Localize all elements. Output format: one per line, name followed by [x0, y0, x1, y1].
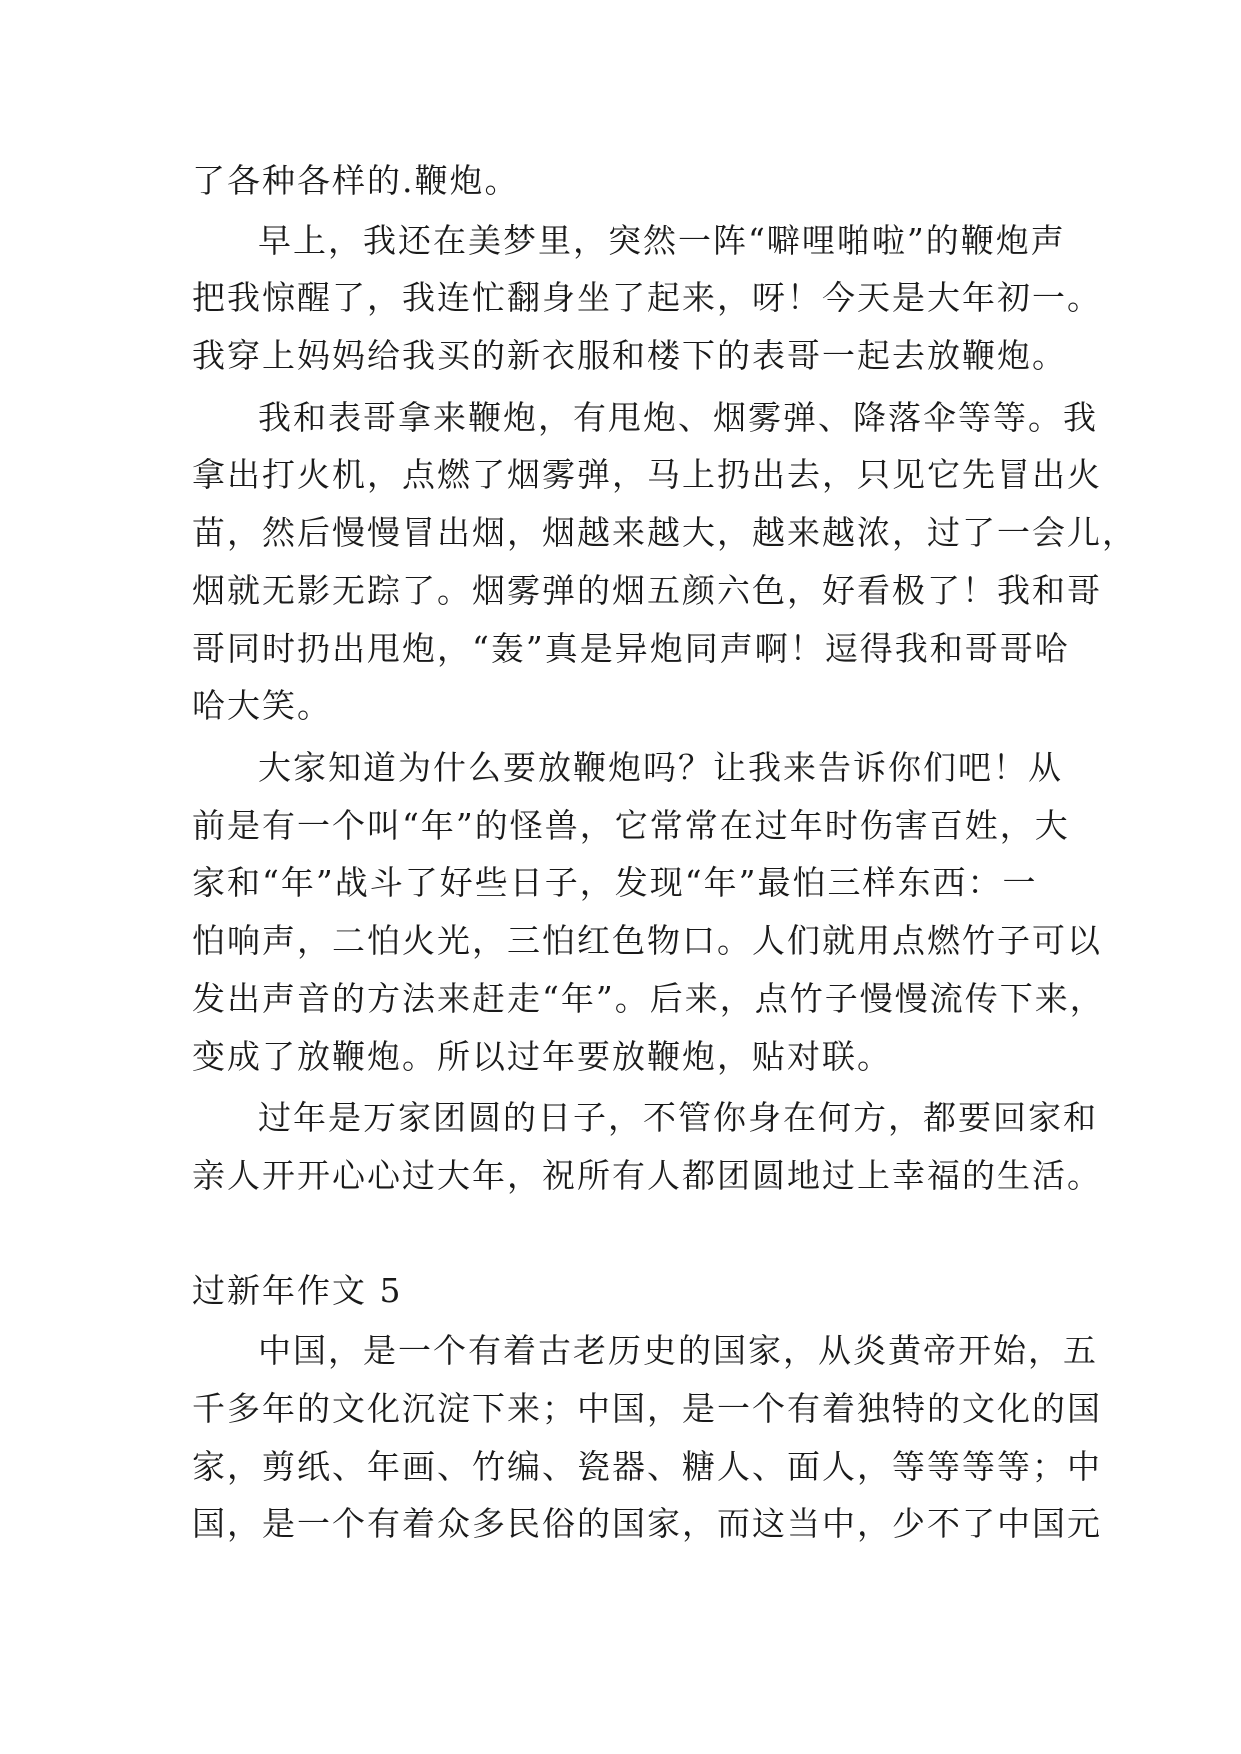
- paragraph-line: 拿出打火机，点燃了烟雾弹，马上扔出去，只见它先冒出火: [192, 455, 1102, 494]
- paragraph-line: 变成了放鞭炮。所以过年要放鞭炮，贴对联。: [192, 1037, 892, 1076]
- paragraph-line: 国，是一个有着众多民俗的国家，而这当中，少不了中国元: [192, 1504, 1102, 1543]
- paragraph-line: 早上，我还在美梦里，突然一阵“噼哩啪啦”的鞭炮声: [258, 221, 1066, 260]
- paragraph-line: 哥同时扔出甩炮，“轰”真是异炮同声啊！逗得我和哥哥哈: [192, 629, 1070, 668]
- paragraph-line: 烟就无影无踪了。烟雾弹的烟五颜六色，好看极了！我和哥: [192, 571, 1102, 610]
- section-heading: 过新年作文 5: [192, 1271, 403, 1310]
- paragraph-line: 家，剪纸、年画、竹编、瓷器、糖人、面人，等等等等；中: [192, 1447, 1102, 1486]
- paragraph-line: 过年是万家团圆的日子，不管你身在何方，都要回家和: [258, 1098, 1098, 1137]
- paragraph-line: 亲人开开心心过大年，祝所有人都团圆地过上幸福的生活。: [192, 1156, 1102, 1195]
- paragraph-line: 我和表哥拿来鞭炮，有甩炮、烟雾弹、降落伞等等。我: [258, 398, 1098, 437]
- paragraph-line: 我穿上妈妈给我买的新衣服和楼下的表哥一起去放鞭炮。: [192, 336, 1067, 375]
- paragraph-line: 苗，然后慢慢冒出烟，烟越来越大，越来越浓，过了一会儿，: [192, 513, 1137, 552]
- paragraph-line: 了各种各样的.鞭炮。: [192, 161, 520, 200]
- paragraph-line: 中国，是一个有着古老历史的国家，从炎黄帝开始，五: [258, 1331, 1098, 1370]
- paragraph-line: 家和“年”战斗了好些日子，发现“年”最怕三样东西：一: [192, 863, 1038, 902]
- paragraph-line: 千多年的文化沉淀下来；中国，是一个有着独特的文化的国: [192, 1389, 1102, 1428]
- paragraph-line: 哈大笑。: [192, 686, 332, 725]
- paragraph-line: 发出声音的方法来赶走“年”。后来，点竹子慢慢流传下来，: [192, 979, 1105, 1018]
- paragraph-line: 前是有一个叫“年”的怪兽，它常常在过年时伤害百姓，大: [192, 806, 1070, 845]
- paragraph-line: 大家知道为什么要放鞭炮吗？让我来告诉你们吧！从: [258, 748, 1063, 787]
- paragraph-line: 把我惊醒了，我连忙翻身坐了起来，呀！今天是大年初一。: [192, 278, 1102, 317]
- paragraph-line: 怕响声，二怕火光，三怕红色物口。人们就用点燃竹子可以: [192, 921, 1102, 960]
